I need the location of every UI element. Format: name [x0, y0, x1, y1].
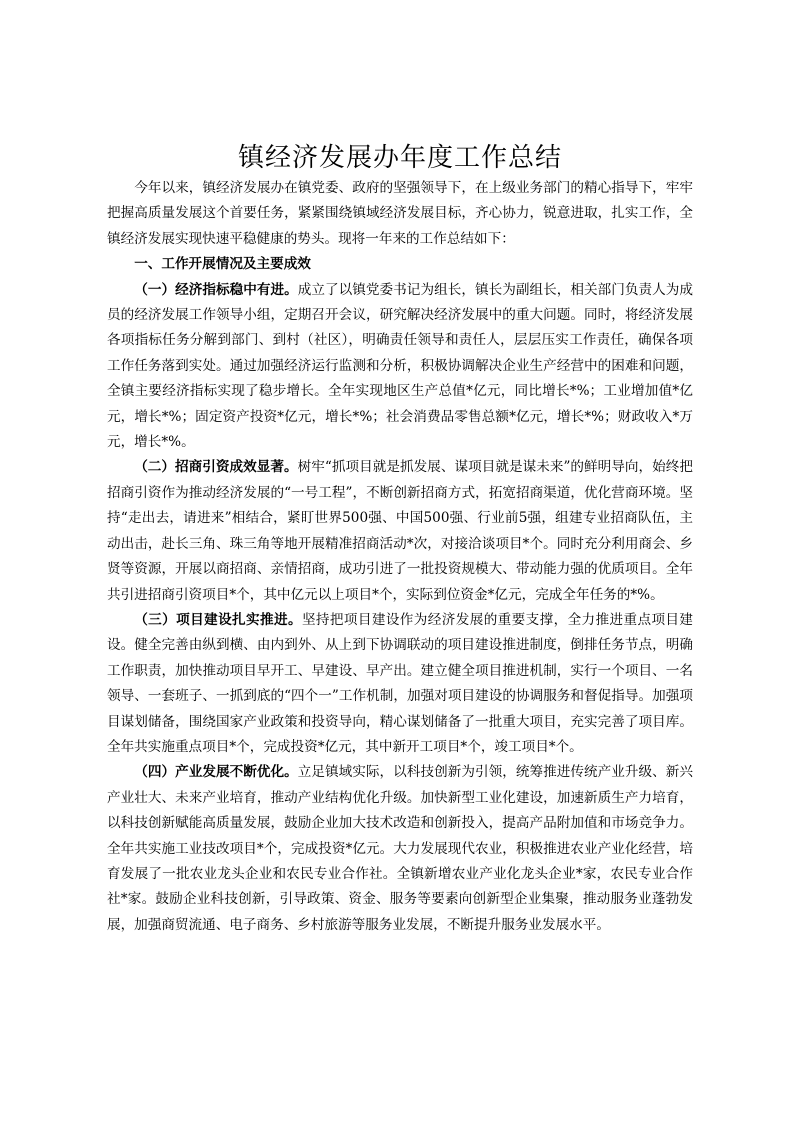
item-paragraph-4	[107, 760, 693, 938]
section-heading: 一、工作开展情况及主要成效	[134, 256, 311, 273]
item-paragraph-2	[107, 455, 693, 607]
document-page	[107, 140, 693, 938]
item-lead-2: （二）招商引资成效显著。	[134, 459, 298, 476]
item-paragraph-1	[107, 278, 693, 456]
intro-paragraph: 今年以来，镇经济发展办在镇党委、政府的坚强领导下，在上级业务部门的精心指导下，牢牢把握高质量发展这个首要任务，紧紧围绕镇域经济发展目标，齐心协力，锐意进取，扎实工作，全镇经济发展实现快速平稳健康的势头。现将一年来的工作总结如下：	[107, 180, 693, 247]
document-title: 镇经济发展办年度工作总结	[237, 143, 562, 173]
item-body-1: 成立了以镇党委书记为组长，镇长为副组长，相关部门负责人为成员的经济发展工作领导小组，定期召开会议，研究解决经济发展中的重大问题。同时，将经济发展各项指标任务分解到部门、到村（社区），明确责任领导和责任人，层层压实工作责任，确保各项工作任务落到实处。通过加强经济运行监测和分析，积极协调解决企业生产经营中的困难和问题，全镇主要经济指标实现了稳步增长。全年实现地区生产总值*亿元，同比增长*%；工业增加值*亿元，增长*%；固定资产投资*亿元，增长*%；社会消费品零售总额*亿元，增长*%；财政收入*万元，增长*%。	[107, 281, 694, 451]
item-paragraph-3	[107, 608, 693, 760]
item-body-4: 立足镇域实际，以科技创新为引领，统筹推进传统产业升级、新兴产业壮大、未来产业培育，推动产业结构优化升级。加快新型工业化建设，加速新质生产力培育，以科技创新赋能高质量发展，鼓励企业加大技术改造和创新投入，提高产品附加值和市场竞争力。全年共实施工业技改项目*个，完成投资*亿元。大力发展现代农业，积极推进农业产业化经营，培育发展了一批农业龙头企业和农民专业合作社。全镇新增农业产业化龙头企业*家，农民专业合作社*家。鼓励企业科技创新，引导政策、资金、服务等要素向创新型企业集聚，推动服务业蓬勃发展，加强商贸流通、电子商务、乡村旅游等服务业发展，不断提升服务业发展水平。	[107, 764, 694, 933]
item-lead-4: （四）产业发展不断优化。	[134, 764, 298, 781]
item-body-2: 树牢“抓项目就是抓发展、谋项目就是谋未来”的鲜明导向，始终把招商引资作为推动经济发展的“一号工程”，不断创新招商方式，拓宽招商渠道，优化营商环境。坚持“走出去，请进来”相结合，紧盯世界500强、中国500强、行业前5强，组建专业招商队伍，主动出击，赴长三角、珠三角等地开展精准招商活动*次，对接洽谈项目*个。同时充分利用商会、乡贤等资源，开展以商招商、亲情招商，成功引进了一批投资规模大、带动能力强的优质项目。全年共引进招商引资项目*个，其中亿元以上项目*个，实际到位资金*亿元，完成全年任务的*%。	[107, 459, 693, 603]
item-lead-3: （三）项目建设扎实推进。	[134, 611, 302, 628]
item-body-3: 坚持把项目建设作为经济发展的重要支撑，全力推进重点项目建设。健全完善由纵到横、由内到外、从上到下协调联动的项目建设推进制度，倒排任务节点，明确工作职责，加快推动项目早开工、早建设、早产出。建立健全项目推进机制，实行一个项目、一名领导、一套班子、一抓到底的“四个一”工作机制，加强对项目建设的协调服务和督促指导。加强项目谋划储备，围绕国家产业政策和投资导向，精心谋划储备了一批重大项目，充实完善了项目库。全年共实施重点项目*个，完成投资*亿元，其中新开工项目*个，竣工项目*个。	[107, 611, 694, 755]
item-lead-1: （一）经济指标稳中有进。	[134, 281, 298, 298]
